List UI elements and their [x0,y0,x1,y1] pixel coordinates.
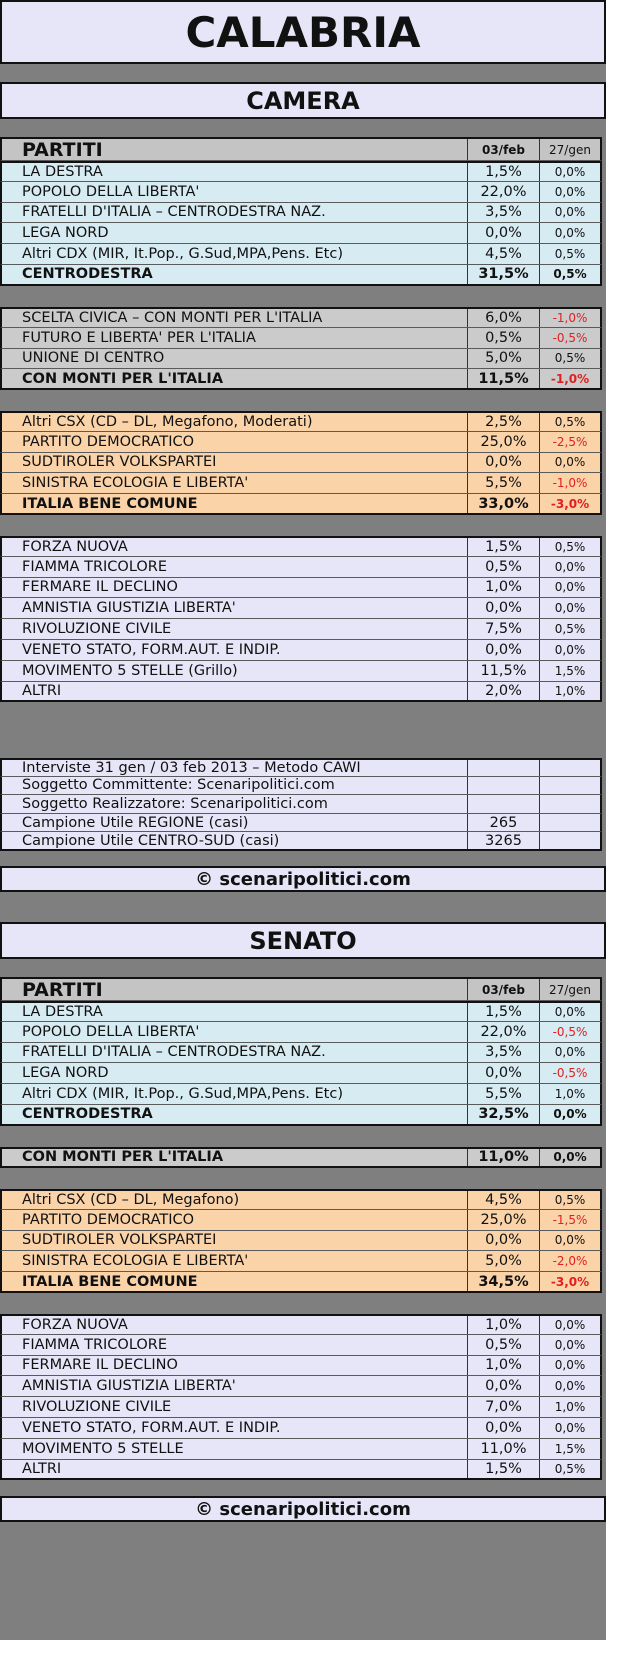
party-name: Altri CSX (CD – DL, Megafono) [22,1191,240,1208]
value-current: 0,0% [467,598,539,618]
value-current: 0,5% [467,328,539,348]
party-row [0,536,602,557]
value-current: 0,0% [467,453,539,473]
value-current: 2,0% [467,682,539,701]
party-name: FRATELLI D'ITALIA – CENTRODESTRA NAZ. [22,1044,326,1061]
value-current: 3,5% [467,1043,539,1063]
value-change [539,760,600,776]
value-current: 4,5% [467,1191,539,1209]
party-name: LA DESTRA [22,1003,103,1020]
value-current: 31,5% [467,265,539,284]
party-name: FIAMMA TRICOLORE [22,558,168,575]
value-change: 0,0% [539,1418,600,1438]
value-change: -1,5% [539,1210,600,1230]
party-name: Soggetto Committente: Scenaripolitici.com [22,777,335,794]
value-current: 11,0% [467,1439,539,1459]
copyright-senato: © scenaripolitici.com [0,1496,606,1522]
party-name: SCELTA CIVICA – CON MONTI PER L'ITALIA [22,309,323,326]
info-row [0,832,602,851]
party-name: FRATELLI D'ITALIA – CENTRODESTRA NAZ. [22,204,326,221]
value-current: 1,5% [467,538,539,556]
party-name: FORZA NUOVA [22,1316,128,1333]
value-change: 0,0% [539,223,600,243]
value-current: 5,0% [467,349,539,369]
value-current: 6,0% [467,309,539,327]
value-current: 1,0% [467,578,539,598]
value-current: 2,5% [467,413,539,431]
value-current: 0,5% [467,1335,539,1355]
party-name: RIVOLUZIONE CIVILE [22,621,172,638]
value-change: 0,0% [539,1003,600,1021]
value-change: 0,5% [539,538,600,556]
value-change: 1,0% [539,1084,600,1104]
value-current: 3265 [467,832,539,849]
party-row [0,1231,602,1252]
party-row [0,1189,602,1210]
party-row [0,640,602,661]
value-current: 1,5% [467,1460,539,1479]
value-change: 0,0% [539,1356,600,1376]
party-name: AMNISTIA GIUSTIZIA LIBERTA' [22,600,236,617]
value-current: 03/feb [467,979,539,1000]
region-title: CALABRIA [0,0,606,64]
value-change: 0,0% [539,182,600,202]
value-current: 5,5% [467,473,539,493]
party-row [0,328,602,349]
party-row [0,1335,602,1356]
value-change: 1,0% [539,1397,600,1417]
value-change: 0,5% [539,619,600,639]
party-name: ALTRI [22,682,62,699]
party-name: CON MONTI PER L'ITALIA [22,370,224,387]
group-total-row [0,494,602,515]
party-row [0,661,602,682]
value-change: -3,0% [539,1272,600,1291]
party-name: VENETO STATO, FORM.AUT. E INDIP. [22,1419,281,1436]
party-name: FERMARE IL DECLINO [22,579,178,596]
value-change: 1,5% [539,1439,600,1459]
value-current: 0,5% [467,557,539,577]
party-name: LEGA NORD [22,1065,109,1082]
party-name: Campione Utile CENTRO-SUD (casi) [22,832,280,849]
value-current: 7,5% [467,619,539,639]
party-name: POPOLO DELLA LIBERTA' [22,1023,200,1040]
party-name: ITALIA BENE COMUNE [22,495,198,512]
senato-title: SENATO [0,922,606,959]
camera-title: CAMERA [0,82,606,119]
party-name: PARTITO DEMOCRATICO [22,1211,195,1228]
value-current: 32,5% [467,1105,539,1124]
party-name: PARTITO DEMOCRATICO [22,433,195,450]
value-change: 0,0% [539,1316,600,1334]
party-row [0,182,602,203]
value-change: 0,5% [539,413,600,431]
value-change: -1,0% [539,309,600,327]
party-row [0,1460,602,1481]
party-row [0,203,602,224]
value-current: 5,0% [467,1251,539,1271]
party-name: FORZA NUOVA [22,538,128,555]
value-change: -3,0% [539,494,600,513]
party-row [0,1314,602,1335]
value-change: 0,0% [539,1231,600,1251]
value-change [539,814,600,832]
table-header [0,137,602,161]
info-row [0,777,602,796]
party-row [0,682,602,703]
party-row [0,1397,602,1418]
party-row [0,307,602,328]
value-current: 7,0% [467,1397,539,1417]
party-name: CON MONTI PER L'ITALIA [22,1149,224,1166]
party-name: RIVOLUZIONE CIVILE [22,1399,172,1416]
party-name: LEGA NORD [22,225,109,242]
party-row [0,473,602,494]
party-row [0,1022,602,1043]
table-header [0,977,602,1001]
value-change: -2,5% [539,432,600,452]
party-name: SINISTRA ECOLOGIA E LIBERTA' [22,1253,249,1270]
value-change: 1,0% [539,682,600,701]
party-name: Altri CDX (MIR, It.Pop., G.Sud,MPA,Pens. Etc) [22,246,343,263]
party-row [0,1084,602,1105]
party-name: ALTRI [22,1460,62,1477]
party-name: Interviste 31 gen / 03 feb 2013 – Metodo CAWI [22,760,361,776]
party-name: Campione Utile REGIONE (casi) [22,814,249,831]
info-row [0,758,602,777]
value-change [539,777,600,795]
party-row [0,619,602,640]
value-current: 1,5% [467,163,539,181]
value-change: 0,0% [539,578,600,598]
group-total-row [0,265,602,286]
info-row [0,795,602,814]
value-change: 0,0% [539,1376,600,1396]
value-change: -2,0% [539,1251,600,1271]
party-row [0,1043,602,1064]
group-total-row [0,1147,602,1168]
party-name: ITALIA BENE COMUNE [22,1273,198,1290]
party-row [0,1001,602,1022]
value-current: 25,0% [467,1210,539,1230]
value-change: 0,0% [539,1105,600,1124]
party-row [0,349,602,370]
group-total-row [0,1105,602,1126]
party-row [0,1356,602,1377]
value-change: 0,0% [539,453,600,473]
value-change: 27/gen [539,979,600,1000]
value-current: 1,5% [467,1003,539,1021]
value-change [539,832,600,849]
value-change: 0,0% [539,557,600,577]
party-name: FIAMMA TRICOLORE [22,1336,168,1353]
value-change: 0,0% [539,1335,600,1355]
party-name: SUDTIROLER VOLKSPARTEI [22,454,217,471]
value-current: 11,5% [467,661,539,681]
party-name: UNIONE DI CENTRO [22,350,165,367]
value-current: 25,0% [467,432,539,452]
party-name: AMNISTIA GIUSTIZIA LIBERTA' [22,1378,236,1395]
party-name: SINISTRA ECOLOGIA E LIBERTA' [22,475,249,492]
party-row [0,1376,602,1397]
party-row [0,1063,602,1084]
party-row [0,598,602,619]
party-row [0,432,602,453]
party-name: SUDTIROLER VOLKSPARTEI [22,1232,217,1249]
group-total-row [0,1272,602,1293]
party-name: FUTURO E LIBERTA' PER L'ITALIA [22,329,256,346]
party-name: PARTITI [22,139,103,160]
value-current: 0,0% [467,1063,539,1083]
party-name: PARTITI [22,979,103,1000]
value-current: 0,0% [467,1418,539,1438]
party-name: Soggetto Realizzatore: Scenaripolitici.com [22,795,328,812]
value-change: 0,0% [539,640,600,660]
value-current: 0,0% [467,223,539,243]
party-row [0,161,602,182]
value-current: 11,0% [467,1149,539,1166]
party-name: CENTRODESTRA [22,1106,153,1123]
value-change: -0,5% [539,1063,600,1083]
value-current [467,795,539,813]
value-change: 0,5% [539,1191,600,1209]
party-name: Altri CDX (MIR, It.Pop., G.Sud,MPA,Pens. Etc) [22,1086,343,1103]
party-row [0,1439,602,1460]
value-current: 1,0% [467,1356,539,1376]
value-change: 0,0% [539,1149,600,1166]
value-change [539,795,600,813]
value-current: 1,0% [467,1316,539,1334]
value-change: 27/gen [539,139,600,160]
party-row [0,578,602,599]
value-change: -0,5% [539,328,600,348]
party-name: LA DESTRA [22,163,103,180]
party-row [0,453,602,474]
value-current: 265 [467,814,539,832]
value-current: 03/feb [467,139,539,160]
value-change: 0,0% [539,598,600,618]
value-change: 0,5% [539,1460,600,1479]
party-name: CENTRODESTRA [22,266,153,283]
party-name: MOVIMENTO 5 STELLE (Grillo) [22,662,238,679]
party-row [0,244,602,265]
party-name: VENETO STATO, FORM.AUT. E INDIP. [22,641,281,658]
party-row [0,557,602,578]
party-name: FERMARE IL DECLINO [22,1357,178,1374]
value-change: -0,5% [539,1022,600,1042]
party-row [0,411,602,432]
value-current: 33,0% [467,494,539,513]
party-name: MOVIMENTO 5 STELLE [22,1440,184,1457]
value-change: 0,0% [539,163,600,181]
value-current: 0,0% [467,1376,539,1396]
value-current: 5,5% [467,1084,539,1104]
value-current: 3,5% [467,203,539,223]
party-row [0,1418,602,1439]
value-current: 4,5% [467,244,539,264]
copyright-camera: © scenaripolitici.com [0,866,606,892]
value-change: -1,0% [539,369,600,388]
party-row [0,1210,602,1231]
value-change: -1,0% [539,473,600,493]
group-total-row [0,369,602,390]
value-change: 0,0% [539,203,600,223]
value-current: 0,0% [467,640,539,660]
party-name: Altri CSX (CD – DL, Megafono, Moderati) [22,413,313,430]
value-current [467,760,539,776]
value-change: 0,5% [539,244,600,264]
value-current: 22,0% [467,1022,539,1042]
party-row [0,1251,602,1272]
value-current [467,777,539,795]
value-current: 0,0% [467,1231,539,1251]
value-change: 0,5% [539,265,600,284]
party-name: POPOLO DELLA LIBERTA' [22,183,200,200]
value-current: 34,5% [467,1272,539,1291]
value-change: 1,5% [539,661,600,681]
value-change: 0,0% [539,1043,600,1063]
party-row [0,223,602,244]
info-row [0,814,602,833]
value-current: 11,5% [467,369,539,388]
value-current: 22,0% [467,182,539,202]
value-change: 0,5% [539,349,600,369]
